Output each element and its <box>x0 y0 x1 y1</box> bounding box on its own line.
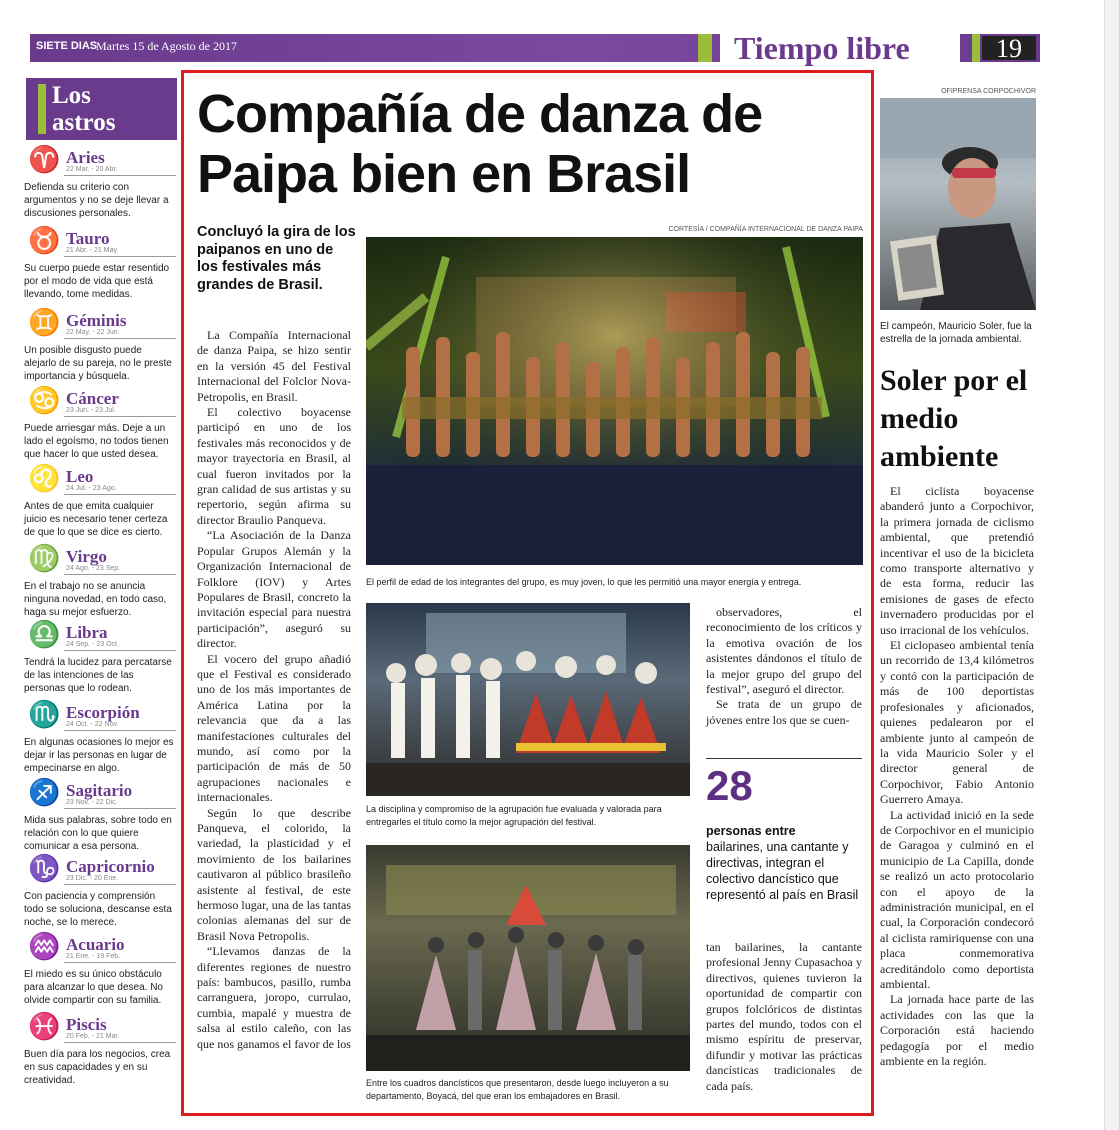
sign-dates: 24 Sep. - 23 Oct. <box>66 641 119 648</box>
photo2-caption: La disciplina y compromiso de la agrupación fue evaluada y valorada para entregarles el título como la mejor agrupación del festival. <box>366 804 662 827</box>
sign-text: En el trabajo no se anuncia ninguna novedad, en todo caso, haga su mejor esfuerzo. <box>24 581 167 618</box>
sign-name: Leo <box>66 467 94 486</box>
sign-text: En algunas ocasiones lo mejor es dejar ir las personas en lugar de empecinarse en algo. <box>24 737 174 774</box>
zodiac-icon: ♓ <box>28 1012 61 1042</box>
sign-name: Libra <box>66 623 108 642</box>
stat-text <box>706 823 866 903</box>
zodiac-icon: ♏ <box>28 700 61 730</box>
sign-rule <box>64 494 176 495</box>
sign-dates: 24 Oct. - 22 Nov. <box>66 721 119 728</box>
sign-rule <box>64 338 176 339</box>
zodiac-icon: ♋ <box>28 386 61 416</box>
astros-accent <box>38 84 46 134</box>
photo-dance-folk <box>366 603 690 796</box>
zodiac-icon: ♑ <box>28 854 61 884</box>
paragraph: El ciclista boyacense abanderó junto a Corpochivor, la primera jornada de ciclismo ambiental, que pretendió incentivar el uso de la bicicleta como transporte alternativo y de esta forma, reducir las emisiones de gases de efecto invernadero producidas por el uso irracional de los vehículos. <box>880 484 1034 637</box>
paragraph: “Llevamos danzas de la diferentes regiones de nuestro país: bambucos, pasillo, rumba carranguera, joropo, currulao, cumbia, mapalé y muestra de salsa al estilo caleño, con las que nos ganamos el favor de los <box>197 944 351 1051</box>
article-column-1 <box>197 328 351 1052</box>
page-number: 19 <box>982 36 1036 60</box>
zodiac-icon: ♐ <box>28 778 61 808</box>
photo-credit: CORTESÍA / COMPAÑÍA INTERNACIONAL DE DANZA PAIPA <box>668 226 863 233</box>
masthead-bar <box>30 30 1040 66</box>
sign-dates: 21 Abr. - 21 May. <box>66 247 119 254</box>
paragraph: Según lo que describe Panqueva, el colorido, la variedad, la plasticidad y el movimiento de los bailarines cautivaron al público brasileño asistente al festival, de este hermoso lugar, una de las tantas colonias alemanas del sur de Brasil Nova Petropolis. <box>197 805 351 943</box>
photo-dance-stage <box>366 237 863 565</box>
sign-name: Géminis <box>66 311 127 330</box>
sign-text: El miedo es su único obstáculo para alcanzar lo que desea. No olvide compartir con su familia. <box>24 969 163 1006</box>
sign-name: Escorpión <box>66 703 140 722</box>
paragraph: observadores, el reconocimiento de los críticos y la emotiva ovación de los asistentes dándonos el título de la mejor grupo del grupo del festival”, aseguró el director. <box>706 605 862 697</box>
photo3-caption: Entre los cuadros dancísticos que presentaron, desde luego incluyeron a su departamento, Boyacá, del que eran los embajadores en Brasil. <box>366 1078 669 1101</box>
sign-rule <box>64 416 176 417</box>
sign-rule <box>64 962 176 963</box>
side-photo-caption: El campeón, Mauricio Soler, fue la estrella de la jornada ambiental. <box>880 321 1032 345</box>
paragraph: El vocero del grupo añadió que el Festival es considerado uno de los más importantes de América Latina por la relevancia que da a las manifestaciones culturales del mundo, así como por la participación de más de 50 agrupaciones nacionales e internacionales. <box>197 651 351 805</box>
sign-rule <box>64 1042 176 1043</box>
sign-text: Un posible disgusto puede alejarlo de su pareja, no le preste importancia y búsquela. <box>24 345 172 382</box>
photo-dance-boyaca <box>366 845 690 1071</box>
main-subhead: Concluyó la gira de los paipanos en uno de los festivales más grandes de Brasil. <box>197 224 356 293</box>
sign-rule <box>64 808 176 809</box>
paragraph: La actividad inició en la sede de Corpochivor en el municipio de Garagoa y culminó en el municipio de La Capilla, donde se realizó un acto protocolario con el apoyo de la administración municipal, en el cual, la Corporación condecoró al ciclista ramiriquense con una placa conmemorativa acreditándolo como deportista ambiental. <box>880 807 1034 991</box>
section-title: Tiempo libre <box>720 28 960 68</box>
sign-dates: 22 Mar. - 20 Abr. <box>66 166 118 173</box>
sign-name: Piscis <box>66 1015 107 1034</box>
astros-header <box>26 78 177 140</box>
stat-bold-text: personas entre <box>706 824 796 838</box>
stat-rest-text: bailarines, una cantante y directivas, integran el colectivo dancístico que representó al país en Brasil <box>706 840 859 902</box>
stat-divider <box>706 758 862 759</box>
sign-dates: 24 Jul. - 23 Ago. <box>66 485 117 492</box>
sign-dates: 22 May. - 22 Jun. <box>66 329 120 336</box>
page-edge <box>1104 0 1119 1130</box>
sign-name: Tauro <box>66 229 110 248</box>
sign-rule <box>64 730 176 731</box>
sign-name: Aries <box>66 148 105 167</box>
accent-block-2 <box>972 34 980 62</box>
paragraph: Se trata de un grupo de jóvenes entre los que se cuen- <box>706 697 862 727</box>
sign-rule <box>64 175 176 176</box>
sign-rule <box>64 650 176 651</box>
accent-block <box>698 34 712 62</box>
sign-rule <box>64 256 176 257</box>
astros-title: Los astros <box>52 82 116 136</box>
sign-name: Cáncer <box>66 389 119 408</box>
photo-dance-stage-art <box>366 237 863 565</box>
zodiac-icon: ♒ <box>28 932 61 962</box>
sign-dates: 21 Ene. - 19 Feb. <box>66 953 121 960</box>
sign-text: Buen día para los negocios, crea en sus capacidades y en su creatividad. <box>24 1049 171 1086</box>
photo-soler <box>880 98 1036 310</box>
sign-dates: 20 Feb. - 21 Mar. <box>66 1033 120 1040</box>
stat-number: 28 <box>706 762 753 809</box>
photo1-caption: El perfil de edad de los integrantes del grupo, es muy joven, lo que les permitió una mayor energía y entrega. <box>366 577 802 587</box>
sign-name: Acuario <box>66 935 125 954</box>
issue-date: Martes 15 de Agosto de 2017 <box>96 39 237 53</box>
paper-name: SIETE DIAS <box>36 40 98 52</box>
zodiac-icon: ♊ <box>28 308 61 338</box>
article-column-3b: tan bailarines, la cantante profesional Jenny Cupasachoa y directivos, quienes tuvieron la oportunidad de compartir con grupos folclóricos de distintas partes del mundo, todos con el mismo espíritu de preservar, difundir y motivar las prácticas dancísticas tradicionales de cada país. <box>706 940 862 1093</box>
side-photo-credit: OFIPRENSA CORPOCHIVOR <box>941 88 1036 95</box>
zodiac-icon: ♌ <box>28 464 61 494</box>
photo-dance-boyaca-art <box>366 845 690 1071</box>
main-headline: Compañía de danza de Paipa bien en Brasil <box>197 84 763 204</box>
sign-text: Su cuerpo puede estar resentido por el modo de vida que está llevando, tome medidas. <box>24 263 170 300</box>
sign-name: Virgo <box>66 547 107 566</box>
sign-text: Defienda su criterio con argumentos y no se deje llevar a discusiones personales. <box>24 182 169 219</box>
zodiac-icon: ♈ <box>28 145 61 175</box>
sign-text: Tendrá la lucidez para percatarse de las intenciones de las personas que lo rodean. <box>24 657 172 694</box>
sign-dates: 23 Nov. - 22 Dic. <box>66 799 118 806</box>
photo-soler-art <box>880 98 1036 310</box>
paragraph: “La Asociación de la Danza Popular Grupos Alemán y la Organización Internacional de Folklore (IOV) y Artes Populares de Brasil, concreto la invitación especial para nuestra participación”, aseguró su director. <box>197 528 351 651</box>
photo-dance-folk-art <box>366 603 690 796</box>
sign-name: Capricornio <box>66 857 155 876</box>
paragraph: La Compañía Internacional de danza Paipa, se hizo sentir en la versión 45 del Festival Internacional del Folclor Nova-Petropolis, en Brasil. <box>197 328 351 404</box>
sign-name: Sagitario <box>66 781 133 800</box>
sign-dates: 24 Ago. - 23 Sep. <box>66 565 121 572</box>
zodiac-icon: ♍ <box>28 544 61 574</box>
sign-dates: 23 Dic. - 20 Ene. <box>66 875 119 882</box>
side-headline: Soler por el medio ambiente <box>880 364 1028 473</box>
sign-rule <box>64 884 176 885</box>
article-column-3a <box>706 605 862 728</box>
sign-dates: 23 Jun. - 23 Jul. <box>66 407 116 414</box>
paragraph: El ciclopaseo ambiental tenía un recorrido de 13,4 kilómetros y contó con la participación de más de 100 deportistas profesionales y aficionados, quienes pedalearon por el ambiente junto al campeón de la vida Mauricio Soler y el director general de Corpochivor, Fabio Antonio Guerrero Amaya. <box>880 638 1034 807</box>
sign-text: Puede arriesgar más. Deje a un lado el egoísmo, no todos tienen que hacer lo que usted desea. <box>24 423 169 460</box>
sign-text: Mida sus palabras, sobre todo en relación con lo que quiere comunicar a esa persona. <box>24 815 172 852</box>
sign-rule <box>64 574 176 575</box>
sign-text: Antes de que emita cualquier juicio es necesario tener certeza de que lo que se dice es cierto. <box>24 501 168 538</box>
sign-text: Con paciencia y comprensión todo se soluciona, descanse esta noche, se lo merece. <box>24 891 172 928</box>
paragraph: La jornada hace parte de las actividades con las que la Corporación está haciendo pedagogía por el medio ambiente en la región. <box>880 992 1034 1069</box>
zodiac-icon: ♉ <box>28 226 61 256</box>
zodiac-icon: ♎ <box>28 620 61 650</box>
paragraph: El colectivo boyacense participó en uno de los festivales más reconocidos y de mayor trayectoria en Brasil, al cual fueron invitados por la gran calidad de sus artistas y su repertorio, según afirma su director Braulio Panqueva. <box>197 405 351 527</box>
side-article-body <box>880 484 1034 1069</box>
